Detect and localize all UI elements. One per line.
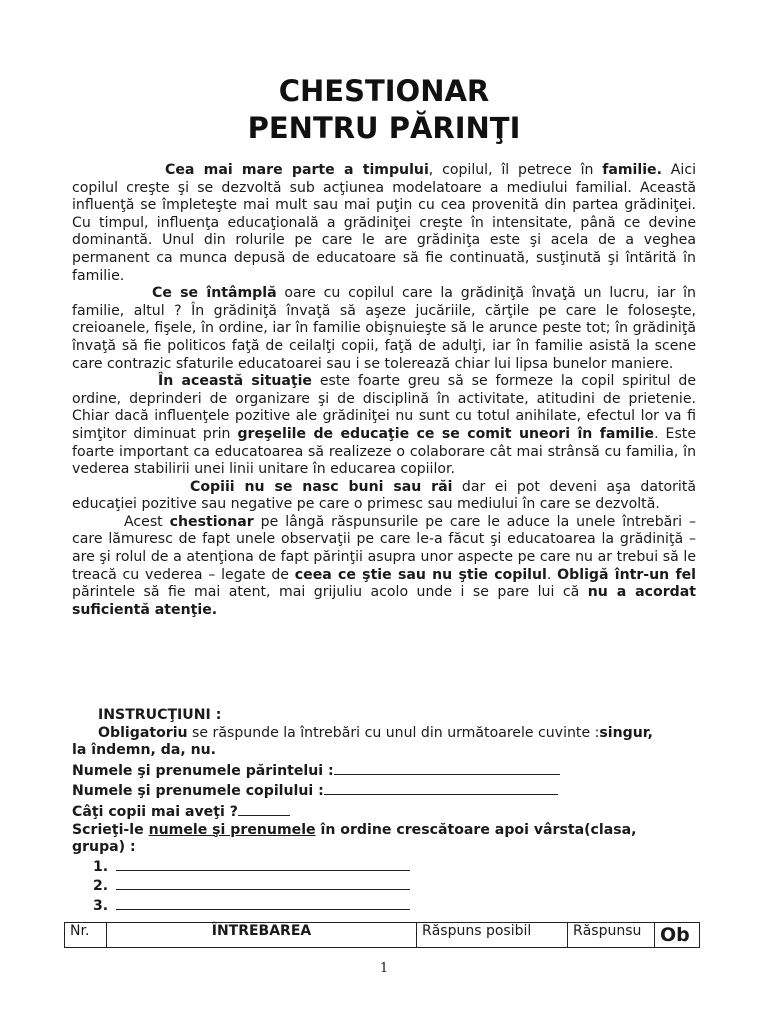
intro-text	[72, 162, 696, 619]
parent-name-label: Numele şi prenumele părintelui :	[72, 762, 334, 779]
text-run: . Este foarte important ca educatoarea să realizeze o colaborare cât mai strânsă cu familia, în vederea stabilirii unei linii unitare în educarea copiilor.	[72, 425, 696, 478]
text-run: Aici copilul creşte şi se dezvoltă sub acţiunea modelatoare a mediului familial. Această influenţă se împleteşte mai mult sau mai puţin cu cea provenită din partea grădiniţei. Cu timpul, influenţa educaţională a grădiniţei creşte în intensitate, până ce devine dominantă. Unul din rolurile pe care le are grădiniţa este şi acela de a veghea permanent ca munca depusă de educatoare să fie continuată, susţinută şi întărită în familie.	[72, 162, 697, 284]
text-run: oare cu copilul care la grădiniţă învaţă un lucru, iar în familie, altul ? În grădiniţă învaţă să aşeze jucăriile, cărţile pe care le foloseşte, creioanele, fişele, în ordine, iar în familie obişnuieşte să le arunce peste tot; în grădiniţă învaţă să fie politicos faţă de ceilalţi copii, faţă de adulţi, iar în familie asistă la scene care contrazic sfaturile educatoarei sau i se tolerează chiar lui lipsa bunelor maniere.	[72, 285, 696, 372]
children-count-blank[interactable]	[238, 801, 290, 816]
header-possible-answer: Răspuns posibil	[417, 923, 568, 948]
bold-phrase: Obligă într-un fel	[557, 566, 696, 583]
text-run: , copilul, îl petrece în	[428, 162, 603, 178]
text-run: pe lângă răspunsurile pe care le aduce la unele întrebări – care lămuresc de fapt unele observaţii pe care le-a făcut şi educatoarea la grădiniţă – are şi rolul de a atenţiona de fapt părinţii asupra unor aspecte pe care nu ar trebui să le treacă cu vederea – legate de	[72, 513, 696, 583]
answer-words: singur,	[599, 724, 653, 741]
paragraph-3	[72, 373, 696, 479]
children-count-label: Câţi copii mai aveţi ?	[72, 803, 238, 820]
children-count-field	[72, 801, 702, 822]
bold-phrase: ceea ce ştie sau nu ştie copilul	[294, 566, 547, 583]
bold-phrase: nu a acordat suficientă atenţie.	[72, 584, 696, 618]
child-entry-blank[interactable]	[116, 896, 410, 910]
write-names-instruction	[72, 822, 702, 840]
paragraph-4	[72, 479, 696, 514]
bold-phrase: Cea mai mare parte a timpului	[165, 162, 429, 178]
write-suffix: în ordine crescătoare apoi vârsta(clasa,	[315, 821, 637, 838]
page-number: 1	[379, 961, 389, 976]
questions-table	[64, 922, 700, 948]
header-nr: Nr.	[65, 923, 107, 948]
list-number: 3.	[93, 897, 109, 914]
obligatoriu-label: Obligatoriu	[98, 724, 188, 741]
parent-name-blank[interactable]	[334, 760, 560, 775]
bold-phrase: În această situaţie	[158, 373, 312, 390]
paragraph-2	[72, 285, 696, 373]
bold-phrase: Ce se întâmplă	[152, 285, 277, 302]
instructions-rule	[72, 725, 702, 743]
parent-name-field	[72, 760, 702, 781]
text-run: este foarte greu să se formeze la copil spiritul de ordine, deprinderi de organizare şi de disciplină în activitate, atitudini de prietenie. Chiar dacă influenţele pozitive ale grădiniţei nu sunt cu totul anihilate, efectul lor va fi simţitor diminuat prin	[72, 373, 696, 442]
header-question: ÎNTREBAREA	[107, 923, 417, 948]
write-underlined: numele şi prenumele	[148, 821, 316, 838]
children-list	[93, 857, 702, 916]
bold-phrase: greşelile de educaţie ce se comit uneori în familie	[237, 425, 655, 442]
bold-phrase: chestionar	[169, 513, 254, 530]
list-item	[93, 876, 702, 896]
paragraph-5	[72, 514, 696, 620]
table-header-row	[65, 923, 700, 948]
child-name-field	[72, 780, 702, 801]
instructions-rule-text: se răspunde la întrebări cu unul din următoarele cuvinte :	[187, 724, 600, 741]
write-names-instruction-cont: grupa) :	[72, 839, 136, 856]
header-answer: Răspunsu	[568, 923, 655, 948]
write-prefix: Scrieţi-le	[72, 821, 149, 838]
child-entry-blank[interactable]	[116, 857, 410, 871]
instructions-heading: INSTRUCŢIUNI :	[98, 707, 222, 723]
paragraph-1	[72, 162, 696, 285]
list-item	[93, 857, 702, 877]
text-run: părintele să fie mai atent, mai grijuliu acolo unde i se pare lui că	[72, 584, 588, 601]
child-name-blank[interactable]	[324, 780, 558, 795]
document-title-line1: CHESTIONAR	[278, 74, 490, 108]
list-item	[93, 896, 702, 916]
instructions-section	[72, 707, 702, 916]
text-run: .	[546, 566, 558, 583]
child-entry-blank[interactable]	[116, 876, 410, 890]
answer-words-cont: la îndemn, da, nu.	[72, 742, 217, 759]
bold-phrase: Copiii nu se nasc buni sau răi	[190, 478, 453, 495]
list-number: 1.	[93, 858, 109, 875]
child-name-label: Numele şi prenumele copilului :	[72, 783, 324, 800]
bold-phrase: familie.	[602, 162, 662, 178]
document-title-line2: PENTRU PĂRINŢI	[247, 111, 521, 145]
list-number: 2.	[93, 878, 109, 895]
header-ob: Ob	[655, 923, 700, 948]
text-run: Acest	[124, 513, 170, 530]
text-run: dar ei pot deveni aşa datorită educaţiei pozitive sau negative pe care o primesc sau mediului în care se dezvoltă.	[72, 478, 697, 513]
